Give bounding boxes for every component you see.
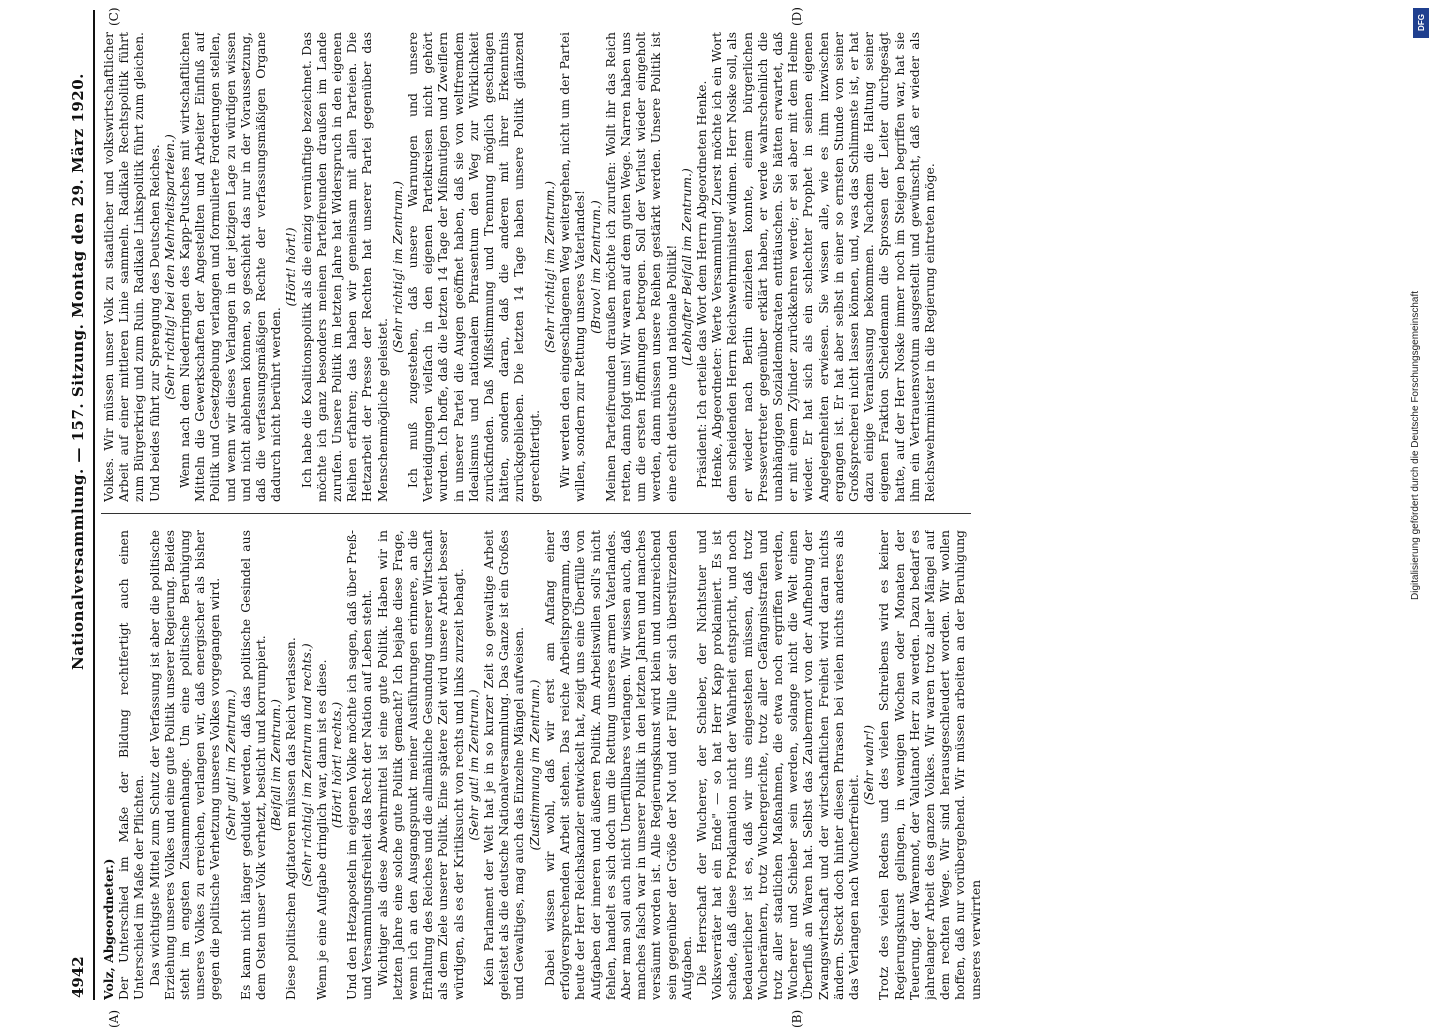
paragraph: (Bravo! im Zentrum.) [587, 200, 603, 334]
paragraph: Das wichtigste Mittel zum Schutz der Verfassung ist aber die politische Erziehung unseres Volkes und eine gute Politik unserer Regierung. Beides steht im engsten Zusammenhange. Um eine politische Beruhigung unseres Volkes zu erreichen, verlangen wir, daß energischer als bisher gegen die politische Verhetzung unseres Volkes vorgegangen wird. [146, 530, 223, 1000]
paragraph: (Zustimmung im Zentrum.) [526, 679, 542, 851]
paragraph: (Sehr richtig! im Zentrum.) [541, 180, 557, 354]
paragraph: Präsident: Ich erteile das Wort dem Herrn Abgeordneten Henke. [693, 80, 709, 488]
credit-text: Digitalisierung gefördert durch die Deutsche Forschungsgemeinschaft [1410, 290, 1421, 600]
dfg-logo-text: DFG [1416, 14, 1426, 31]
digitization-credit [1408, 10, 1432, 990]
paragraph: Ich muß zugestehen, daß unsere Warnungen und unsere Verteidigungen vielfach in den eigenen Parteikreisen nicht gehört wurden. Ich hoffe, daß die letzten 14 Tage der Mißmutigen und Zweiflern in unserer Partei die Augen geöffnet haben, daß sie von weltfremdem Idealismus und nationalem Phrasentum den Weg zur Wirklichkeit zurückfinden. Daß Mißstimmung und Trennung möglich geschlagen hätten, sondern daran, daß die anderen mit ihrer Erkenntnis zurückgeblieben. Die letzten 14 Tage haben unsere Politik glänzend gerechtfertigt. [405, 32, 542, 502]
paragraph: (Sehr richtig! im Zentrum und rechts.) [298, 643, 314, 887]
paragraph: Wichtiger als diese Abwehrmittel ist eine gute Politik. Haben wir in letzten Jahre eine solche gute Politik gemacht? Ich bejahe diese Frage, wenn ich an den Ausgangspunkt meiner Ausführungen erinnere, an die Erhaltung des Reiches und die allmähliche Gesundung unserer Wirtschaft als dem Ziele unserer Politik. Eine spätere Zeit wird unsere Arbeit besser würdigen, als es der Kritiksucht von rechts und links zurzeit behagt. [374, 530, 466, 1000]
page-header [55, 0, 95, 1000]
paragraph: (Beifall im Zentrum.) [268, 698, 284, 832]
paragraph: Henke, Abgeordneter: Werte Versammlung! Zuerst möchte ich ein Wort dem scheidenden Herrn Reichswehrminister widmen. Herr Noske soll, als er wieder nach Berlin einziehen konnte, einem bürgerlichen Pressevertreter gegenüber erklärt haben, er werde wahrscheinlich die unabhängigen Sozialdemokraten entttäuschen. Sie hätten erwartet, daß er mit einem Zylinder zurückkehren werde; er sei aber mit dem Helme wieder. Er hat sich als ein schlechter Prophet in seinen eigenen Angelegenheiten erwiesen. Sie wissen alle, wie es ihm inzwischen ergangen ist. Er hat aber selbst in einer so ernsten Stunde von seiner Großsprecherei nicht lassen können, und, was das Schlimmste ist, er hat dazu einige Veranlassung bekommen. Nachdem die Haltung seiner eigenen Fraktion Scheidemann die Sprossen der Leiter durchgesägt hatte, auf der Herr Noske immer noch im Steigen begriffen war, hat sie ihm ein Vertrauensvotum ausgestellt und gewünscht, daß er wieder als Reichswehrminister in die Regierung eintreten möge. [709, 32, 937, 502]
paragraph: (Sehr richtig! im Zentrum.) [389, 180, 405, 354]
paragraph: Ich habe die Koalitionspolitik als die einzig vernünftige bezeichnet. Das möchte ich ganz besonders meinen Parteifreunden draußen im Lande zurufen. Unsere Politik im letzten Jahre hat Widerspruch in den eigenen Reihen erfahren; das haben wir gemeinsam mit allen Parteien. Die Hetzarbeit der Presse der Rechten hat unserer Partei gegenüber das Menschenmögliche geleistet. [298, 32, 390, 502]
paragraph: Es kann nicht länger geduldet werden, daß das politische Gesindel aus dem Osten unser Volk verhetzt, besticht und korrumpiert. [237, 530, 269, 1000]
paragraph: Und den Hetzaposteln im eigenen Volke möchte ich sagen, daß über Preß- und Versammlungsfreiheit das Recht der Nation auf Leben steht. [344, 530, 375, 1000]
paragraph: (Sehr gut! im Zentrum.) [222, 689, 238, 841]
paragraph: Wir werden den eingeschlagenen Weg weitergehen, nicht um der Partei willen, sondern zur Rettung unseres Vaterlandes! [557, 32, 588, 502]
paragraph: (Hört! hört!) [283, 227, 299, 307]
paragraph: Volkes. Wir müssen unser Volk zu staatlicher und volkswirtschaftlicher Arbeit auf einer mittleren Linie sammeln. Radikale Rechtspolitik führt zum Bürgerkrieg und zum Ruin. Radikale Linkspolitik führt zum gleichen. Und beides führt zur Sprengung des Deutschen Reiches. [101, 32, 162, 502]
paragraph: (Lebhafter Beifall im Zentrum.) [678, 168, 694, 366]
paragraph: Kein Parlament der Welt hat je in so kurzer Zeit so gewaltige Arbeit geleistet als die deutsche Nationalversammlung. Das Ganze ist ein Großes und Gewaltiges, mag auch das Einzelne Mängel aufweisen. [481, 530, 527, 1000]
paragraph: Die Herrschaft der Wucherer, der Schieber, der Nichtstuer und Volksverräter hat ein Ende" — so hat Herr Kapp proklamiert. Es ist schade, daß diese Proklamation nicht der Wahrheit entspricht, und noch bedauerlicher ist es, daß wir uns eingestehen müssen, daß trotz Wucherämtern, trotz Wuchergerichte, trotz aller Gefängnisstrafen und trotz aller staatlichen Maßnahmen, die etwa noch ergriffen werden, Wucherer und Schieber sein werden, solange nicht die Welt einen Überfluß an Waren hat. Selbst das Zaubermort von der Aufhebung der Zwangswirtschaft und der wirtschaftlichen Freiheit wird daran nichts ändern. Steckt doch hinter diesen Phrasen bei vielen nichts anderes als das Verlangen nach Wucherfreiheit. [693, 530, 861, 1000]
paragraph: Volz, Abgeordneter.) [101, 858, 116, 1000]
margin-marker-b: (B) [790, 1009, 804, 1028]
header-rule [93, 10, 95, 1000]
paragraph: Meinen Parteifreunden draußen möchte ich zurufen: Wollt ihr das Reich retten, dann folgt uns! Wir waren auf dem guten Wege. Narren haben uns um die ersten Hoffnungen betrogen. Soll der Verlust wieder eingeholt werden, dann müssen unsere Reihen gestärkt werden. Unsere Politik ist eine echt deutsche und nationale Politik! [602, 32, 679, 502]
paragraph: Der Unterschied im Maße der Bildung rechtfertigt auch einen Unterschied im Maße der Pflichten. [116, 530, 147, 1000]
paragraph: Diese politischen Agitatoren müssen das Reich verlassen. [283, 637, 299, 1000]
column-divider [101, 513, 971, 514]
margin-marker-d: (D) [790, 7, 804, 26]
paragraph: (Sehr richtig! bei den Mehrheitsparteien.) [161, 134, 177, 400]
page-number: 4942 [69, 956, 87, 998]
paragraph: Wenn nach dem Niederringen des Kapp-Putsches mit wirtschaftlichen Mitteln die Gewerkschaften der Angestellten und Arbeiter Einfluß auf Politik und Gesetzgebung verlangen und formulierte Forderungen stellen, und wenn wir dieses Verlangen in der jetzigen Lage zu würdigen wissen und nicht ablehnen können, so geschieht das nur in der Voraussetzung, daß die verfassungsmäßigen Rechte der verfassungsmäßigen Organe dadurch nicht berührt werden. [177, 32, 284, 502]
margin-marker-c: (C) [107, 7, 121, 26]
paragraph: Trotz des vielen Redens und des vielen Schreibens wird es keiner Regierungskunst gelingen, in wenigen Wochen oder Monaten der Teuerung, der Warennot, der Valutanot Herr zu werden. Dazu bedarf es jahrelanger Arbeit des ganzen Volkes. Wir waren trotz aller Mängel auf dem rechten Wege. Wir sind herausgeschleudert worden. Wir wollen hoffen, daß nur vorübergehend. Wir müssen arbeiten an der Beruhigung unseres verwirrten [876, 530, 983, 1000]
paragraph: (Sehr wahr!) [861, 724, 877, 806]
paragraph: (Sehr gut! im Zentrum.) [465, 689, 481, 841]
margin-marker-a: (A) [107, 1009, 121, 1028]
rotated-page-content [55, 0, 1405, 1028]
left-column [101, 530, 1401, 1000]
right-column [101, 32, 1401, 502]
paragraph: Dabei wissen wir wohl, daß wir erst am Anfang einer erfolgversprechenden Arbeit stehen. Das reiche Arbeitsprogramm, das heute der Herr Reichskanzler entwickelt hat, zeigt uns eine Überfülle von Aufgaben der inneren und äußeren Politik. Am Arbeitswillen soll's nicht fehlen, handelt es sich doch um die Rettung unseres armen Vaterlandes. Aber man soll auch nicht Unerfüllbares verlangen. Wir wissen auch, daß manches falsch war in unserer Politik in den letzten Jahren und manches versäumt worden ist. Alle Regierungskunst wird klein und unzureichend sein gegenüber der Größe der Not und der Fülle der sich überstürzenden Aufgaben. [541, 530, 694, 1000]
dfg-logo [1413, 8, 1429, 38]
page-title: Nationalversammlung. — 157. Sitzung. Montag den 29. März 1920. [69, 73, 87, 670]
paragraph: (Hört! hört! rechts.) [329, 701, 345, 829]
paragraph: Wenn je eine Aufgabe dringlich war, dann ist es diese. [313, 659, 329, 1000]
